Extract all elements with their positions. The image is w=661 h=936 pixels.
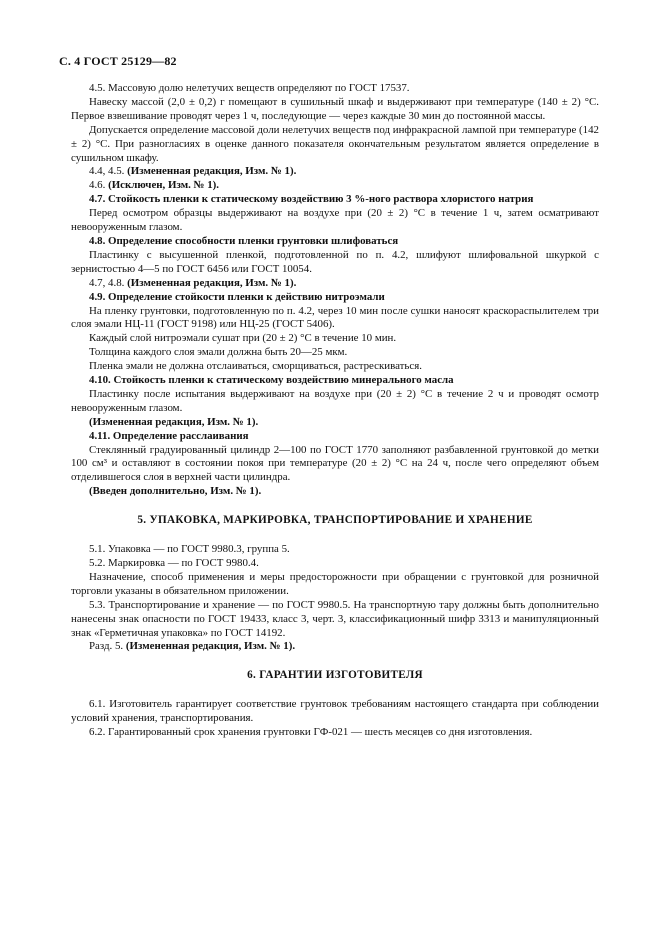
paragraph-purpose: Назначение, способ применения и меры предосторожности при обращении с грунтовкой для розничной торговли указаны в обязательном приложении. xyxy=(71,570,599,597)
paragraph-4-10: Пластинку после испытания выдерживают на воздухе при (20 ± 2) °С в течение 2 ч и проводят осмотр невооруженным глазом. xyxy=(71,387,599,414)
note-number: 4.7, 4.8. xyxy=(89,276,125,289)
paragraph-4-9-b: Каждый слой нитроэмали сушат при (20 ± 2) °С в течение 10 мин. xyxy=(89,332,397,345)
paragraph-infrared: Допускается определение массовой доли нелетучих веществ под инфракрасной лампой при температуре (142 ± 2) °С. При разногласиях в оценке данного показателя окончательным результатом является определение в сушильном шкафу. xyxy=(71,123,599,164)
paragraph-5-1: 5.1. Упаковка — по ГОСТ 9980.3, группа 5. xyxy=(89,543,290,556)
heading-4-8: 4.8. Определение способности пленки грунтовки шлифоваться xyxy=(89,234,399,247)
paragraph-4-9-c: Толщина каждого слоя эмали должна быть 20—25 мкм. xyxy=(89,346,348,359)
note-number: 4.6. xyxy=(89,179,106,192)
page-header: С. 4 ГОСТ 25129—82 xyxy=(59,54,177,68)
paragraph-4-9-d: Пленка эмали не должна отслаиваться, сморщиваться, растрескиваться. xyxy=(89,360,422,373)
heading-4-7: 4.7. Стойкость пленки к статическому воздействию 3 %-ного раствора хлористого натрия xyxy=(89,193,534,206)
heading-4-11: 4.11. Определение расслаивания xyxy=(89,429,249,442)
paragraph-4-8: Пластинку с высушенной пленкой, подготовленной по п. 4.2, шлифуют шлифовальной шкуркой с зернистостью 4—5 по ГОСТ 6456 или ГОСТ 10054. xyxy=(71,248,599,275)
note-text: (Исключен, Изм. № 1). xyxy=(108,179,220,192)
note-number: 4.4, 4.5. xyxy=(89,165,125,178)
section-6-title: 6. ГАРАНТИИ ИЗГОТОВИТЕЛЯ xyxy=(247,669,423,682)
paragraph-4-5: 4.5. Массовую долю нелетучих веществ определяют по ГОСТ 17537. xyxy=(89,82,410,94)
amendment-note-4-4-4-5 xyxy=(71,165,599,179)
paragraph-5-2: 5.2. Маркировка — по ГОСТ 9980.4. xyxy=(89,557,259,569)
note-text: (Измененная редакция, Изм. № 1). xyxy=(125,640,296,653)
paragraph-5-3: 5.3. Транспортирование и хранение — по ГОСТ 9980.5. На транспортную тару должны быть дополнительно нанесены знак опасности по ГОСТ 19433, класс 3, черт. 3, классификационный шифр 3313 и манипуляционный знак «Герметичная упаковка» по ГОСТ 14192. xyxy=(71,598,599,639)
amendment-note-4-10: (Измененная редакция, Изм. № 1). xyxy=(89,415,259,428)
heading-4-10: 4.10. Стойкость пленки к статическому воздействию минерального масла xyxy=(89,374,454,387)
paragraph-6-2: 6.2. Гарантированный срок хранения грунтовки ГФ-021 — шесть месяцев со дня изготовления. xyxy=(89,726,533,739)
amendment-note-section-5 xyxy=(71,640,599,654)
paragraph-4-9-a: На пленку грунтовки, подготовленную по п. 4.2, через 10 мин после сушки наносят краскораспылителем три слоя эмали НЦ-11 (ГОСТ 9198) или НЦ-25 (ГОСТ 5406). xyxy=(71,304,599,331)
section-5-title: 5. УПАКОВКА, МАРКИРОВКА, ТРАНСПОРТИРОВАНИЕ И ХРАНЕНИЕ xyxy=(137,514,533,527)
note-text: (Измененная редакция, Изм. № 1). xyxy=(127,276,297,289)
amendment-note-4-6 xyxy=(71,179,599,193)
paragraph-4-11: Стеклянный градуированный цилиндр 2—100 по ГОСТ 1770 заполняют разбавленной грунтовкой до метки 100 см³ и оставляют в состоянии покоя при температуре (20 ± 2) °С на 24 ч, после чего определяют объем отделившегося слоя в верхней части цилиндра. xyxy=(71,443,599,484)
note-number: Разд. 5. xyxy=(89,640,124,653)
document-body xyxy=(71,82,599,740)
paragraph-weighing: Навеску массой (2,0 ± 0,2) г помещают в сушильный шкаф и выдерживают при температуре (140 ± 2) °С. Первое взвешивание проводят через 1 ч, последующие — через каждые 30 мин до постоянной массы. xyxy=(71,95,599,122)
amendment-note-4-11: (Введен дополнительно, Изм. № 1). xyxy=(89,485,262,498)
note-text: (Измененная редакция, Изм. № 1). xyxy=(127,165,297,178)
paragraph-6-1: 6.1. Изготовитель гарантирует соответствие грунтовок требованиям настоящего стандарта при соблюдении условий хранения, транспортирования. xyxy=(71,698,599,725)
amendment-note-4-7-4-8 xyxy=(71,277,599,291)
heading-4-9: 4.9. Определение стойкости пленки к действию нитроэмали xyxy=(89,290,385,303)
paragraph-4-7: Перед осмотром образцы выдерживают на воздухе при (20 ± 2) °С в течение 1 ч, затем осматривают невооруженным глазом. xyxy=(71,207,599,234)
